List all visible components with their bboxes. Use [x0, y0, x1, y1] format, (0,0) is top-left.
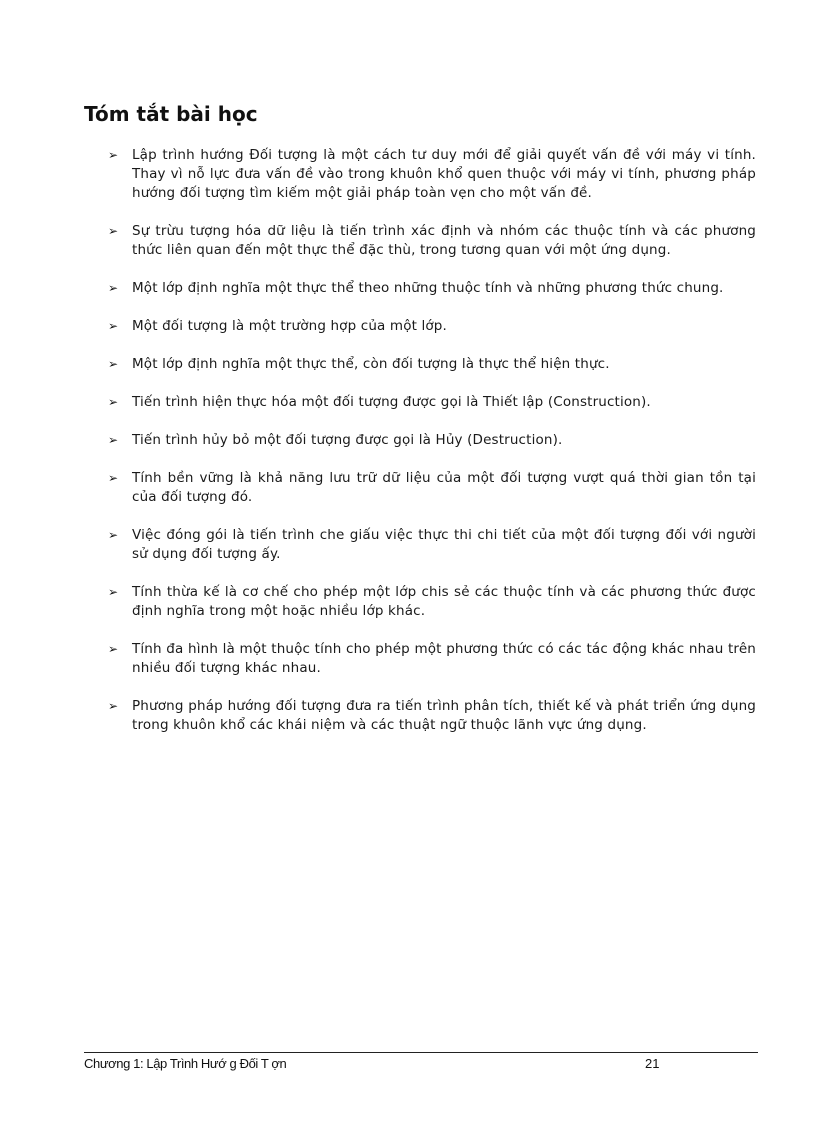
arrowhead-bullet-icon: ➢: [108, 395, 119, 409]
list-item-text: Tiến trình hiện thực hóa một đối tượng được gọi là Thiết lập (Construction).: [132, 394, 651, 410]
page-title: Tóm tắt bài học: [84, 102, 258, 126]
arrowhead-bullet-icon: ➢: [108, 433, 119, 447]
list-item: [108, 279, 756, 298]
list-item: [108, 355, 756, 374]
footer-divider: [84, 1052, 758, 1053]
arrowhead-bullet-icon: ➢: [108, 585, 119, 599]
arrowhead-bullet-icon: ➢: [108, 699, 119, 713]
list-item: [108, 469, 756, 507]
arrowhead-bullet-icon: ➢: [108, 281, 119, 295]
list-item-text: Một đối tượng là một trường hợp của một lớp.: [132, 318, 447, 334]
footer-page-number: 21: [645, 1056, 660, 1071]
list-item-text: Tiến trình hủy bỏ một đối tượng được gọi là Hủy (Destruction).: [132, 432, 563, 448]
list-item: [108, 393, 756, 412]
list-item-text: Một lớp định nghĩa một thực thể, còn đối tượng là thực thể hiện thực.: [132, 356, 610, 372]
list-item-text: Lập trình hướng Đối tượng là một cách tư duy mới để giải quyết vấn đề với máy vi tính. Thay vì nỗ lực đưa vấn đề vào trong khuôn khổ quen thuộc với máy vi tính, phương pháp hướng đối tượng tìm kiếm một giải pháp toàn vẹn cho một vấn đề.: [132, 147, 756, 201]
footer-chapter-title: Chương 1: Lập Trình Hướ g Đối T ợn: [84, 1056, 287, 1071]
arrowhead-bullet-icon: ➢: [108, 528, 119, 542]
list-item: [108, 526, 756, 564]
list-item: [108, 222, 756, 260]
list-item-text: Một lớp định nghĩa một thực thể theo những thuộc tính và những phương thức chung.: [132, 280, 724, 296]
arrowhead-bullet-icon: ➢: [108, 319, 119, 333]
arrowhead-bullet-icon: ➢: [108, 642, 119, 656]
list-item: [108, 697, 756, 735]
list-item: [108, 317, 756, 336]
arrowhead-bullet-icon: ➢: [108, 471, 119, 485]
list-item: [108, 583, 756, 621]
arrowhead-bullet-icon: ➢: [108, 224, 119, 238]
list-item: [108, 146, 756, 203]
list-item-text: Sự trừu tượng hóa dữ liệu là tiến trình xác định và nhóm các thuộc tính và các phương thức liên quan đến một thực thể đặc thù, trong tương quan với một ứng dụng.: [132, 223, 756, 258]
list-item: [108, 640, 756, 678]
list-item-text: Phương pháp hướng đối tượng đưa ra tiến trình phân tích, thiết kế và phát triển ứng dụng trong khuôn khổ các khái niệm và các thuật ngữ thuộc lãnh vực ứng dụng.: [132, 698, 756, 733]
list-item-text: Tính bền vững là khả năng lưu trữ dữ liệu của một đối tượng vượt quá thời gian tồn tại của đối tượng đó.: [132, 470, 756, 505]
list-item-text: Tính đa hình là một thuộc tính cho phép một phương thức có các tác động khác nhau trên nhiều đối tượng khác nhau.: [132, 641, 756, 676]
summary-list: [108, 146, 756, 754]
arrowhead-bullet-icon: ➢: [108, 357, 119, 371]
list-item-text: Tính thừa kế là cơ chế cho phép một lớp chis sẻ các thuộc tính và các phương thức được định nghĩa trong một hoặc nhiều lớp khác.: [132, 584, 756, 619]
list-item: [108, 431, 756, 450]
list-item-text: Việc đóng gói là tiến trình che giấu việc thực thi chi tiết của một đối tượng đối với người sử dụng đối tượng ấy.: [132, 527, 756, 562]
arrowhead-bullet-icon: ➢: [108, 148, 119, 162]
